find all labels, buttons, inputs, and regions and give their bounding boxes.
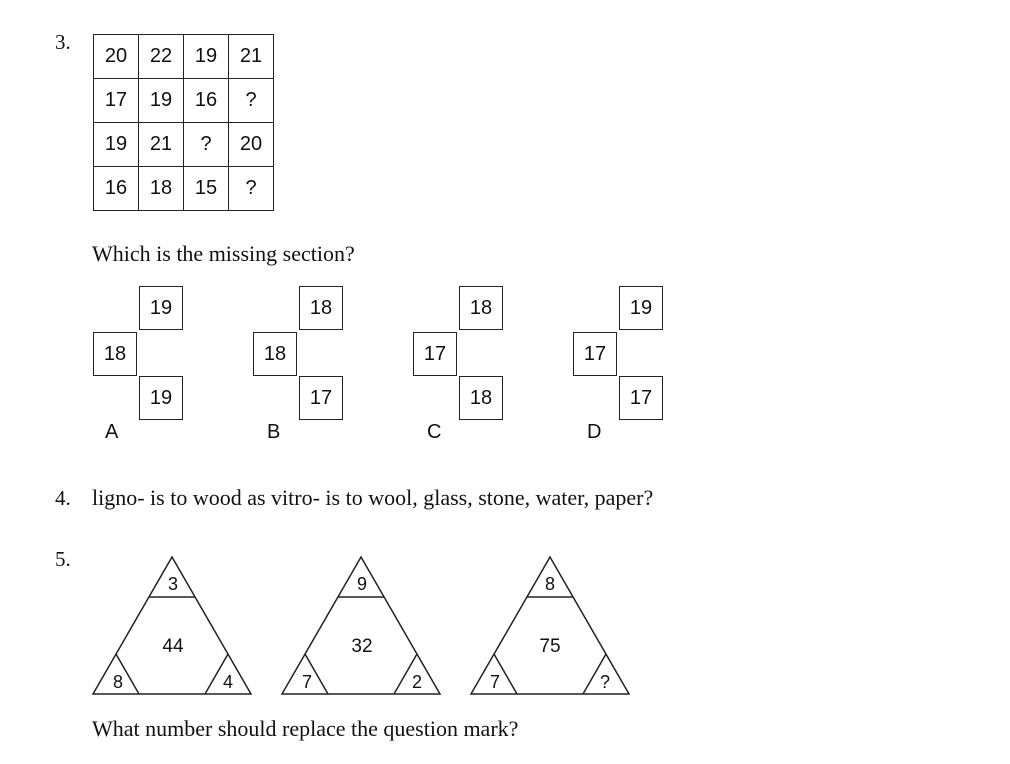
option-c-label: C (427, 421, 442, 443)
option-c-top-cell: 18 (459, 286, 503, 330)
question-5-text: What number should replace the question mark? (92, 716, 519, 741)
grid-cell: 18 (139, 167, 184, 211)
grid-cell: ? (229, 79, 274, 123)
triangle-left-value: 7 (489, 672, 501, 692)
grid-cell: 19 (139, 79, 184, 123)
grid-cell: 17 (94, 79, 139, 123)
option-b-label: B (267, 421, 281, 443)
triangle-1 (93, 557, 251, 694)
grid-cell: 21 (229, 35, 274, 79)
triangle-left-value: 8 (112, 672, 124, 692)
triangle-top-value: 9 (356, 574, 368, 594)
triangle-right-value: ? (599, 672, 611, 692)
grid-cell: 16 (184, 79, 229, 123)
grid-cell: 20 (94, 35, 139, 79)
question-5-number: 5. (55, 547, 71, 571)
triangle-3 (471, 557, 629, 694)
grid-cell: ? (184, 123, 229, 167)
triangle-top-value: 3 (167, 574, 179, 594)
option-a-top-cell: 19 (139, 286, 183, 330)
option-c-bottom-cell: 18 (459, 376, 503, 420)
triangle-left-value: 7 (301, 672, 313, 692)
grid-cell: 22 (139, 35, 184, 79)
question-3-number: 3. (55, 30, 71, 54)
triangle-center-value: 32 (351, 636, 373, 657)
grid-cell: 16 (94, 167, 139, 211)
option-d-left-cell: 17 (573, 332, 617, 376)
grid-cell: 15 (184, 167, 229, 211)
option-d-bottom-cell: 17 (619, 376, 663, 420)
option-a-label: A (105, 421, 119, 443)
option-d-top-cell: 19 (619, 286, 663, 330)
option-d-label: D (587, 421, 602, 443)
question-4-text: ligno- is to wood as vitro- is to wool, glass, stone, water, paper? (92, 485, 654, 510)
grid-cell: 21 (139, 123, 184, 167)
option-b-left-cell: 18 (253, 332, 297, 376)
triangle-2 (282, 557, 440, 694)
grid-cell: ? (229, 167, 274, 211)
triangle-right-value: 2 (411, 672, 423, 692)
option-a-bottom-cell: 19 (139, 376, 183, 420)
option-b-bottom-cell: 17 (299, 376, 343, 420)
option-c-left-cell: 17 (413, 332, 457, 376)
triangle-center-value: 44 (162, 636, 184, 657)
question-3-text: Which is the missing section? (92, 241, 355, 266)
triangle-top-value: 8 (544, 574, 556, 594)
grid-cell: 20 (229, 123, 274, 167)
option-a-left-cell: 18 (93, 332, 137, 376)
option-b-top-cell: 18 (299, 286, 343, 330)
grid-cell: 19 (184, 35, 229, 79)
grid-cell: 19 (94, 123, 139, 167)
triangle-center-value: 75 (539, 636, 561, 657)
question-4-number: 4. (55, 486, 71, 510)
triangle-right-value: 4 (222, 672, 234, 692)
